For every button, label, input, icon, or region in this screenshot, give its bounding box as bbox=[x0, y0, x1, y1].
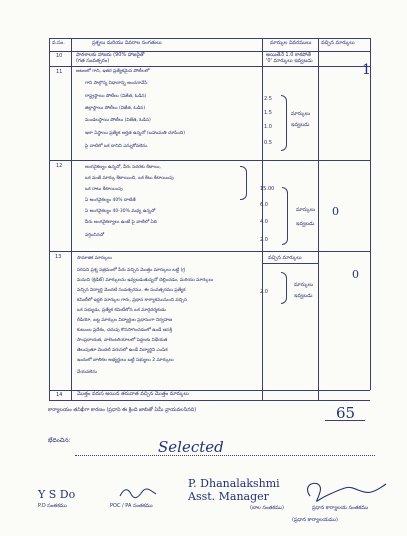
row-12-line: ఒక వంతే మార్కు కేటాయించి, ఒక కేటు కేటాయింపు bbox=[85, 176, 174, 181]
head-office-signature-label: ప్రధాన కార్యాలయ సంతకము bbox=[312, 505, 369, 511]
row-13-sno: 13 bbox=[55, 254, 62, 260]
row-12-line: ఏ అంగవైకల్యం 40% దాటితే bbox=[85, 198, 136, 203]
row-13-header-note: వచ్చిన మార్కులు bbox=[268, 255, 302, 261]
row-13-note-divider bbox=[262, 263, 318, 264]
row-11-line: ఆటలలో గాని, ఇతర ప్రత్యేకమైన పోటీలలో bbox=[76, 69, 150, 74]
row-12-line: వర్తించినచో bbox=[85, 233, 105, 238]
row-11-awarded: 1 bbox=[362, 62, 371, 78]
row-13-awarded: 0 bbox=[352, 268, 359, 281]
row-11-line: పై వాటిలో ఒక దానిని ఎన్నుకోవలెను. bbox=[85, 144, 149, 149]
remarks-label: భేదించిన: bbox=[48, 437, 71, 444]
pd-signature-label: P.D సంతకము bbox=[38, 503, 67, 509]
row-11-detail-label: మార్కులు bbox=[291, 111, 311, 117]
row-11-score: 2.5 bbox=[264, 96, 272, 102]
row-13-line: తెలుపుతూ మొదటి వరుసలో ఉండే విద్యార్థిని ఎంపిక bbox=[77, 348, 168, 353]
manager-signature: P. Dhanalakshmi Asst. Manager bbox=[188, 477, 280, 503]
row-13-line: వేయవలెను bbox=[77, 370, 98, 375]
row-14-sno: 14 bbox=[56, 392, 63, 398]
poc-signature-mark bbox=[118, 486, 158, 500]
row-10-detail: '0' మార్కులు ఇవ్వబడు bbox=[266, 58, 313, 64]
total-underline bbox=[325, 420, 365, 421]
row-13-line: సాంప్రదాయత, వాలెంటరియాలలో పెద్దలకు విధేయత bbox=[77, 338, 168, 343]
row-10-detail: అయితేనే 1.0 కాకపోతే bbox=[266, 52, 311, 58]
table-top-border bbox=[49, 38, 370, 39]
remarks-line bbox=[75, 455, 375, 456]
row-12-line: వీరు అంగవైకల్యాలు ఉంటే పై వాటిలో ఏది bbox=[85, 220, 157, 225]
row-10-line: (గత సంవత్సరం) bbox=[76, 58, 110, 64]
header-questions: ప్రశ్నలు మరియు వివరాల సంగతులు bbox=[92, 40, 162, 46]
head-office-signature-mark bbox=[300, 478, 390, 504]
brace bbox=[282, 187, 288, 245]
poc-signature-label: POC / PA సంతకము bbox=[110, 503, 153, 509]
header-marks-awarded: వచ్చిన మార్కులు bbox=[321, 40, 355, 46]
row-13-line: కుటుంబ ప్రదేశం, చదువు కొనసాగించడంలో ఉండే ఆసక్తి bbox=[77, 328, 172, 333]
footer-note: కార్యాలయం తనిఖీగా కారణం (ప్రధాని ఈ క్రింది జాబితో ఏమీ వ్రాయవలసినది) bbox=[48, 407, 197, 413]
row-11-score: 0.5 bbox=[264, 140, 272, 146]
row-14-line: మొత్తం వరుస అయిన తరువాత వచ్చిన మొత్తం మార్కులు bbox=[77, 391, 189, 397]
row-divider bbox=[49, 66, 370, 67]
row-13-line: ఒక సభ్యుడు, ప్రత్యేక కమిటీలోన ఒక మార్గదర్శకుడు bbox=[77, 308, 166, 313]
row-12-line: ఏ అంగవైకల్యం 40-30% మధ్య ఉన్నచో bbox=[85, 209, 156, 214]
table-border-left bbox=[49, 38, 50, 400]
row-12-score: 15.00 bbox=[260, 186, 275, 192]
row-13-line: ఇందులో బాలికల అభ్యర్థులు బట్టి సభ్యులు 2 మార్కులు bbox=[77, 358, 174, 363]
row-13-line: కమిటీలో ఇద్దరి మార్కుల గారు, ప్రధాన కార్యాకమునుంచి వచ్చిన bbox=[77, 298, 188, 303]
row-12-line: ఒక రాటు కేటాయింపు bbox=[85, 187, 123, 192]
table-bottom-border bbox=[49, 400, 370, 401]
pd-signature: Y S Do bbox=[38, 488, 76, 501]
row-12-sno: 12 bbox=[56, 163, 63, 169]
row-11-sno: 11 bbox=[56, 69, 63, 75]
row-11-line: మండలస్థాయి పోటీలు (విజేత, ఓడిన) bbox=[85, 118, 151, 123]
row-divider bbox=[49, 160, 370, 161]
row-13-line: రేడియో, బట్ట మార్కుల విద్యార్ధుల ప్రధానంగా నిర్వహణ bbox=[77, 318, 173, 323]
row-11-line: రాష్ట్రస్థాయి పోటీలు (విజేత, ఓడిన) bbox=[85, 94, 147, 99]
header-marks-details: మార్కుల వివరములు bbox=[270, 40, 312, 46]
remarks-value: Selected bbox=[158, 438, 224, 456]
row-10-line: పాఠశాలకు హాజరు (90% హాజరైతో bbox=[76, 52, 145, 58]
table-divider-awarded bbox=[318, 38, 319, 400]
row-12-score: 2.0 bbox=[260, 237, 268, 243]
row-11-line: గాని పాల్గొన్న విధానాన్ని అంచనావేసి bbox=[85, 81, 148, 86]
row-12-line: అంగవైకల్యం ఉన్నచో, వీరు సదరకు కేటాయి, bbox=[85, 165, 161, 170]
table-border-right bbox=[370, 38, 371, 390]
row-11-score: 1.5 bbox=[264, 110, 272, 116]
row-11-score: 1.0 bbox=[264, 124, 272, 130]
row-12-detail-label: మార్కులు bbox=[296, 207, 316, 213]
row-11-line: ఇలా ఏస్థాయి ప్రత్యేక అర్హత ఉన్నచో (బహుమతి చూపించి) bbox=[85, 131, 185, 136]
manager-signature-label: (బాల సంతకము) bbox=[250, 505, 284, 511]
row-13-line: మనుచి (క్రెడిట్) మార్కులను ఇవ్వబడుతున్నచో చెల్లించడం, మరియు మార్కులు bbox=[77, 278, 214, 283]
row-12-score: 4.0 bbox=[260, 219, 268, 225]
header-sno: వ.సం. bbox=[52, 40, 65, 46]
row-13-line: సరిపని ప్రశ్న పత్రములో పేరు వచ్చిన మొత్తం మార్కులు బట్టి (గ్ర bbox=[77, 268, 186, 273]
row-13-detail-label: మార్కులు bbox=[294, 282, 314, 288]
row-11-line: జిల్లాస్థాయి పోటీలు (విజేత, ఓడిన) bbox=[85, 106, 146, 111]
table-divider-sno bbox=[71, 38, 72, 400]
row-13-line: వచ్చిన విద్యార్థి మొదటి సంవత్సరము. ఈ సంవత్సరము ప్రత్యేక bbox=[77, 288, 186, 293]
row-11-detail-label: ఇవ్వబడు bbox=[291, 122, 310, 128]
row-12-awarded: 0 bbox=[332, 205, 339, 218]
brace bbox=[240, 166, 247, 200]
row-12-score: 6.0 bbox=[260, 202, 268, 208]
row-13-line: సామాజిక మార్కులు bbox=[77, 256, 112, 261]
row-10-sno: 10 bbox=[56, 53, 63, 59]
row-12-detail-label: ఇవ్వబడు bbox=[296, 221, 315, 227]
row-13-score: 2.0 bbox=[260, 289, 268, 295]
head-office-signature-sub: (ప్రధాన కార్యాలయము) bbox=[292, 517, 338, 523]
brace bbox=[281, 95, 287, 151]
row-13-detail-label: ఇవ్వబడు bbox=[294, 293, 313, 299]
total-marks: 65 bbox=[336, 404, 356, 422]
brace bbox=[281, 272, 287, 304]
row-divider bbox=[49, 251, 370, 252]
